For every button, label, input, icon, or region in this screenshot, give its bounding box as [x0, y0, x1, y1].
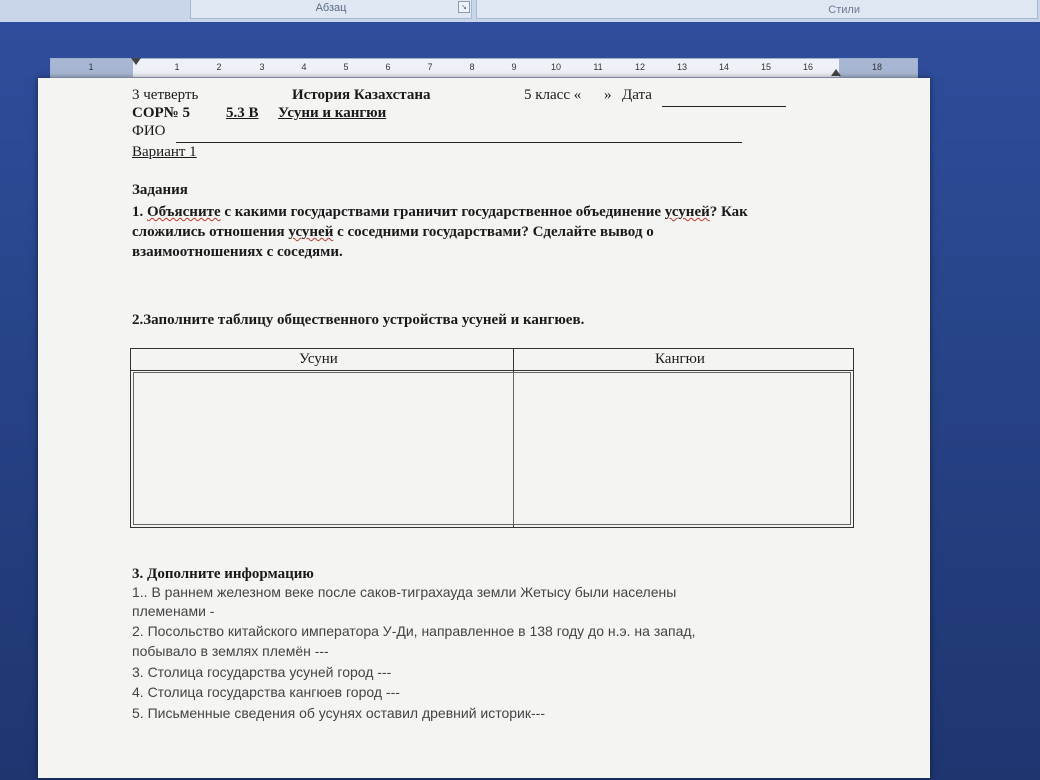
- ruler-label: 16: [802, 62, 814, 72]
- ruler-label: 11: [593, 62, 603, 72]
- ruler-label: 7: [427, 62, 433, 72]
- task1-line2: [132, 224, 654, 241]
- task2-title: 2.Заполните таблицу общественного устройства усуней и кангюев.: [132, 312, 585, 328]
- date-label: Дата: [622, 87, 652, 103]
- subject-text: История Казахстана: [292, 87, 431, 103]
- task1-num: 1.: [132, 204, 144, 220]
- task3-item-1: 1.. В раннем железном веке после саков-тиграхауда земли Жетысу были населены: [132, 584, 677, 600]
- sor-number: СОР№ 5: [132, 105, 190, 121]
- table-inner-border: [133, 372, 851, 525]
- styles-group-label: Стили: [828, 4, 860, 16]
- ribbon: [0, 0, 1040, 23]
- document-page[interactable]: [38, 78, 930, 778]
- horizontal-ruler[interactable]: [50, 58, 918, 78]
- table-header-divider: [131, 370, 853, 371]
- fio-underline: [176, 142, 742, 143]
- styles-group[interactable]: [476, 0, 1038, 19]
- task3-item-5: 5. Письменные сведения об усунях оставил древний историк---: [132, 705, 545, 721]
- topic-number: 5.3 В: [226, 105, 259, 121]
- date-underline: [662, 106, 786, 107]
- ruler-label: 14: [718, 62, 730, 72]
- task1-line2-rest: с соседними государствами? Сделайте вывод о: [333, 224, 654, 240]
- task1-word: Объясните: [147, 204, 221, 220]
- task3-item-3: 3. Столица государства усуней город ---: [132, 664, 392, 680]
- ruler-label: 18: [871, 62, 883, 72]
- task1-word2: усуней: [664, 204, 710, 220]
- ruler-label: 4: [301, 62, 307, 72]
- ruler-label: 2: [216, 62, 222, 72]
- table-header-usuni: Усуни: [299, 351, 338, 367]
- grade-close-text: »: [604, 87, 612, 103]
- ruler-label: 9: [511, 62, 517, 72]
- task1-line3: взаимоотношениях с соседями.: [132, 244, 343, 260]
- task1-rest: с какими государствами граничит государственное объединение: [220, 204, 665, 220]
- task3-item-1-cont: племенами -: [132, 603, 215, 619]
- task3-item-2-cont: побывало в землях племён ---: [132, 643, 329, 659]
- ruler-label: 8: [469, 62, 475, 72]
- ruler-label: 1: [174, 62, 180, 72]
- paragraph-dialog-launcher-icon[interactable]: ↘: [458, 1, 470, 13]
- ruler-label: 1: [88, 62, 94, 72]
- grade-text: 5 класс «: [524, 87, 582, 103]
- right-indent-marker[interactable]: [831, 69, 841, 76]
- ruler-label: 10: [550, 62, 562, 72]
- task3-title: 3. Дополните информацию: [132, 566, 314, 582]
- quarter-text: 3 четверть: [132, 87, 199, 103]
- task1-tail: ? Как: [709, 204, 748, 220]
- variant-label: Вариант 1: [132, 144, 197, 160]
- ruler-label: 15: [760, 62, 772, 72]
- paragraph-group-label: Абзац: [315, 2, 347, 14]
- topic-title: Усуни и кангюи: [278, 105, 387, 121]
- ruler-label: 12: [634, 62, 646, 72]
- tasks-title: Задания: [132, 182, 188, 198]
- task1-line2-start: сложились отношения: [132, 224, 289, 240]
- ruler-label: 6: [385, 62, 391, 72]
- task1-line1: [132, 204, 748, 221]
- task3-item-2: 2. Посольство китайского императора У-Ди, направленное в 138 году до н.э. на запад,: [132, 623, 696, 639]
- first-line-indent-marker[interactable]: [131, 58, 141, 65]
- table-header-kangui: Кангюи: [655, 351, 705, 367]
- table-inner-divider: [513, 372, 514, 525]
- task1-line2-word: усуней: [288, 224, 334, 240]
- ruler-label: 13: [676, 62, 688, 72]
- paragraph-group[interactable]: [190, 0, 472, 19]
- ruler-label: 3: [259, 62, 265, 72]
- ruler-label: 5: [343, 62, 349, 72]
- society-table[interactable]: [130, 348, 854, 528]
- task3-item-4: 4. Столица государства кангюев город ---: [132, 684, 400, 700]
- fio-label: ФИО: [132, 123, 166, 139]
